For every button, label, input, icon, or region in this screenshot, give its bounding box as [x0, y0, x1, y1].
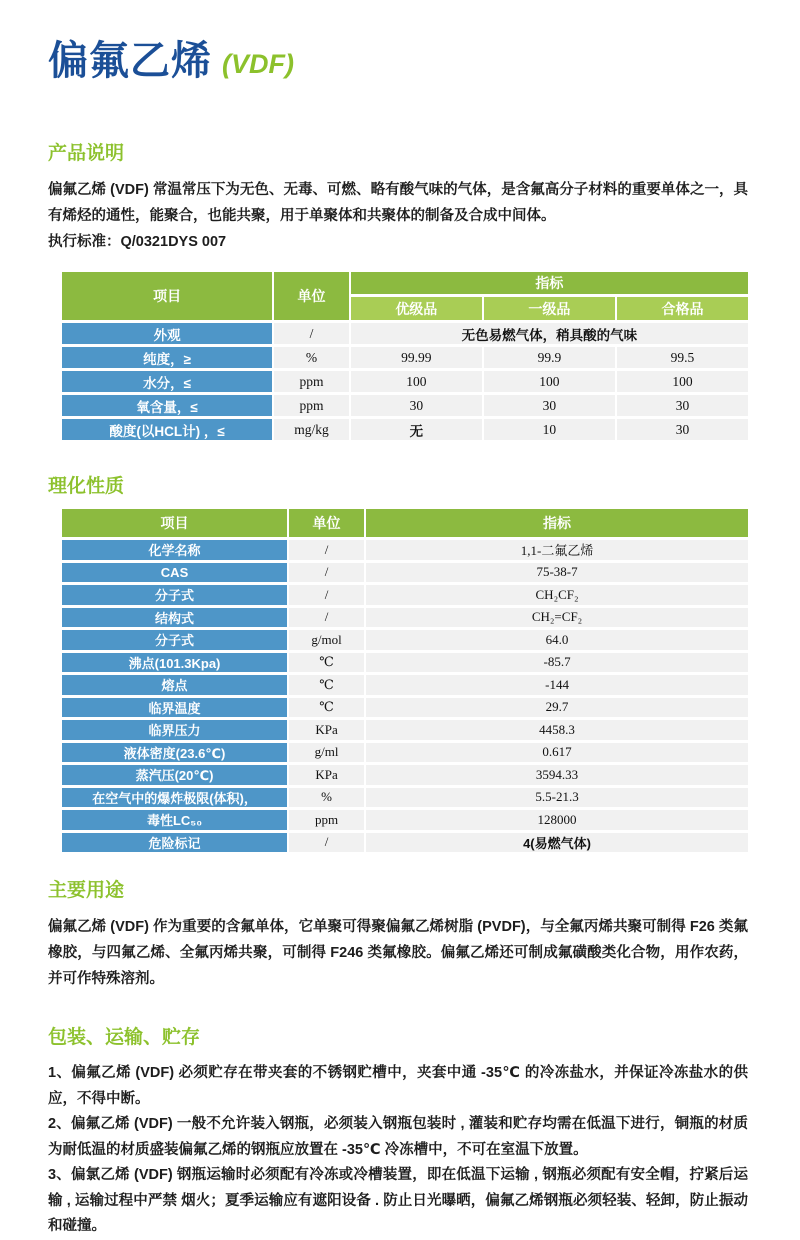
row-label-cell: 水分，≤ — [62, 371, 272, 392]
table-row — [62, 419, 748, 440]
value-cell: 4458.3 — [366, 720, 748, 740]
value-cell: -144 — [366, 675, 748, 695]
phys-col-item: 项目 — [62, 509, 287, 537]
unit-cell: g/mol — [289, 630, 364, 650]
spec-grade-first: 一级品 — [484, 297, 615, 320]
section-product-description — [48, 138, 748, 255]
table-row — [62, 563, 748, 583]
section-main-uses — [48, 875, 748, 992]
value-cell: 30 — [617, 419, 748, 440]
value-cell: 29.7 — [366, 698, 748, 718]
value-cell: 30 — [617, 395, 748, 416]
list-item: 1、偏氟乙烯 (VDF) 必须贮存在带夹套的不锈钢贮槽中，夹套中通 -35℃ 的冷冻盐水，并保证冷冻盐水的供应，不得中断。 — [48, 1065, 748, 1107]
section-storage — [48, 1022, 748, 1240]
unit-cell: mg/kg — [274, 419, 349, 440]
row-label-cell: 临界温度 — [62, 698, 287, 718]
page-title: 偏氟乙烯 — [48, 39, 212, 83]
unit-cell: / — [289, 563, 364, 583]
value-cell: 4(易燃气体) — [366, 833, 748, 853]
unit-cell: / — [289, 833, 364, 853]
row-label-cell: 沸点(101.3Kpa) — [62, 653, 287, 673]
table-row — [62, 395, 748, 416]
row-label-cell: 纯度，≥ — [62, 347, 272, 368]
section-heading-uses: 主要用途 — [48, 880, 125, 901]
table-row — [62, 788, 748, 808]
table-row — [62, 698, 748, 718]
table-row — [62, 675, 748, 695]
value-cell: 5.5-21.3 — [366, 788, 748, 808]
row-label-cell: 毒性LC₅₀ — [62, 810, 287, 830]
value-cell: 10 — [484, 419, 615, 440]
phys-col-index: 指标 — [366, 509, 748, 537]
unit-cell: ℃ — [289, 698, 364, 718]
unit-cell: % — [289, 788, 364, 808]
value-cell: CH₂CF₂ — [366, 585, 748, 605]
value-cell: 99.99 — [351, 347, 482, 368]
table-row — [62, 720, 748, 740]
execution-standard-text: 执行标准：Q/0321DYS 007 — [48, 234, 227, 250]
page-title-suffix: (VDF) — [222, 49, 294, 79]
table-row — [62, 540, 748, 560]
value-cell: 30 — [484, 395, 615, 416]
unit-cell: ppm — [274, 371, 349, 392]
table-row — [62, 765, 748, 785]
row-label-cell: 化学名称 — [62, 540, 287, 560]
value-cell: CH₂=CF₂ — [366, 608, 748, 628]
table-row — [62, 653, 748, 673]
value-cell: 75-38-7 — [366, 563, 748, 583]
unit-cell: % — [274, 347, 349, 368]
table-row — [62, 585, 748, 605]
phys-col-unit: 单位 — [289, 509, 364, 537]
table-row — [62, 323, 748, 344]
unit-cell: / — [274, 323, 349, 344]
unit-cell: / — [289, 540, 364, 560]
value-cell: 1,1-二氟乙烯 — [366, 540, 748, 560]
spec-col-unit: 单位 — [274, 272, 349, 320]
value-cell: -85.7 — [366, 653, 748, 673]
unit-cell: KPa — [289, 765, 364, 785]
section-phys-properties — [48, 471, 748, 855]
list-item: 2、偏氟乙烯 (VDF) 一般不允许装入钢瓶，必须装入钢瓶包装时 , 灌装和贮存均需在低温下进行，铜瓶的材质为耐低温的材质盛装偏氟乙烯的钢瓶应放置在 -35℃ 冷冻槽中，不可在室温下放置。 — [48, 1116, 748, 1158]
unit-cell: ppm — [274, 395, 349, 416]
value-cell: 无色易燃气体，稍具酸的气味 — [351, 323, 748, 344]
phys-table — [60, 506, 750, 855]
value-cell: 99.5 — [617, 347, 748, 368]
spec-col-index: 指标 — [351, 272, 748, 294]
spec-grade-qualified: 合格品 — [617, 297, 748, 320]
value-cell: 3594.33 — [366, 765, 748, 785]
value-cell: 0.617 — [366, 743, 748, 763]
spec-table — [60, 269, 750, 443]
unit-cell: ℃ — [289, 653, 364, 673]
product-description-text: 偏氟乙烯 (VDF) 常温常压下为无色、无毒、可燃、略有酸气味的气体，是含氟高分子材料的重要单体之一，具有烯烃的通性，能聚合，也能共聚，用于单聚体和共聚体的制备及合成中间体。 — [48, 182, 748, 224]
unit-cell: / — [289, 608, 364, 628]
unit-cell: / — [289, 585, 364, 605]
value-cell: 99.9 — [484, 347, 615, 368]
row-label-cell: 液体密度(23.6℃) — [62, 743, 287, 763]
table-row — [62, 371, 748, 392]
row-label-cell: 分子式 — [62, 585, 287, 605]
row-label-cell: 外观 — [62, 323, 272, 344]
value-cell: 100 — [351, 371, 482, 392]
row-label-cell: 在空气中的爆炸极限(体积)， — [62, 788, 287, 808]
row-label-cell: 结构式 — [62, 608, 287, 628]
section-heading-product: 产品说明 — [48, 143, 125, 164]
row-label-cell: 危险标记 — [62, 833, 287, 853]
value-cell: 100 — [484, 371, 615, 392]
table-row — [62, 833, 748, 853]
unit-cell: ℃ — [289, 675, 364, 695]
section-heading-phys: 理化性质 — [48, 476, 125, 497]
row-label-cell: 酸度(以HCL计) ，≤ — [62, 419, 272, 440]
spec-grade-premium: 优级品 — [351, 297, 482, 320]
table-row — [62, 810, 748, 830]
row-label-cell: 熔点 — [62, 675, 287, 695]
value-cell: 30 — [351, 395, 482, 416]
unit-cell: g/ml — [289, 743, 364, 763]
row-label-cell: 分子式 — [62, 630, 287, 650]
value-cell: 64.0 — [366, 630, 748, 650]
table-row — [62, 630, 748, 650]
title-block — [48, 40, 748, 82]
section-heading-storage: 包装、运输、贮存 — [48, 1027, 201, 1048]
value-cell: 无 — [351, 419, 482, 440]
table-row — [62, 347, 748, 368]
unit-cell: KPa — [289, 720, 364, 740]
unit-cell: ppm — [289, 810, 364, 830]
row-label-cell: 临界压力 — [62, 720, 287, 740]
list-item: 3、偏氯乙烯 (VDF) 钢瓶运输时必须配有冷冻或冷槽装置，即在低温下运输 , 钢瓶必须配有安全帽，拧紧后运输 , 运输过程中严禁 烟火；夏季运输应有遮阳设备 . 防止日光曝晒，偏氟乙烯钢瓶必须轻装、轻卸，防止振动和碰撞。 — [48, 1167, 748, 1234]
value-cell: 100 — [617, 371, 748, 392]
row-label-cell: 氧含量，≤ — [62, 395, 272, 416]
table-row — [62, 743, 748, 763]
table-row — [62, 608, 748, 628]
uses-text: 偏氟乙烯 (VDF) 作为重要的含氟单体，它单聚可得聚偏氟乙烯树脂 (PVDF)，与全氟丙烯共聚可制得 F26 类氟橡胶，与四氟乙烯、全氟丙烯共聚，可制得 F246 类氟橡胶。偏氟乙烯还可制成氟磺酸类化合物，用作农药，并可作特殊溶剂。 — [48, 919, 748, 987]
spec-col-item: 项目 — [62, 272, 272, 320]
row-label-cell: CAS — [62, 563, 287, 583]
value-cell: 128000 — [366, 810, 748, 830]
row-label-cell: 蒸汽压(20℃) — [62, 765, 287, 785]
